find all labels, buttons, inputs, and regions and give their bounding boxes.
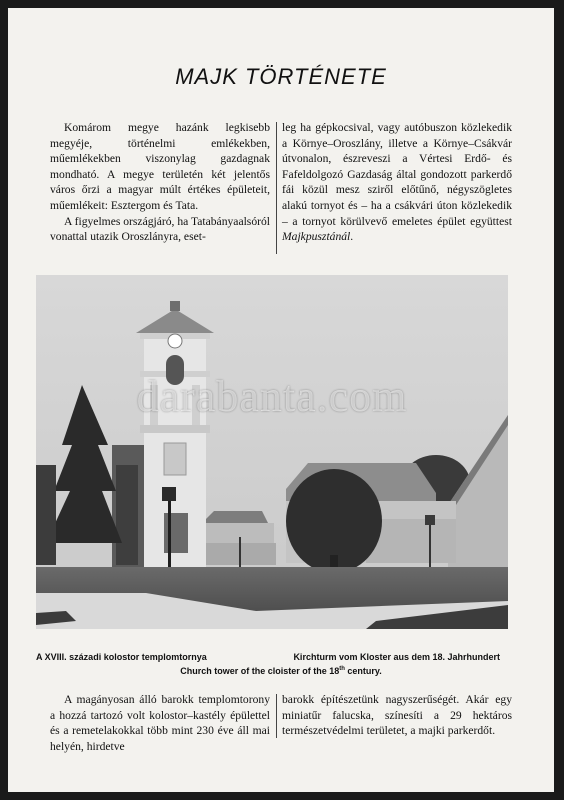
watermark-text: darabanta.com bbox=[136, 372, 408, 421]
photo-illustration bbox=[36, 275, 508, 629]
caption-english-text: Church tower of the cloister of the 18 bbox=[180, 666, 340, 676]
intro-right-column bbox=[282, 120, 512, 245]
intro-continuation bbox=[282, 120, 512, 245]
caption-german: Kirchturm vom Kloster aus dem 18. Jahrhundert bbox=[293, 652, 500, 662]
caption-english-end: century. bbox=[344, 666, 382, 676]
body-continuation: barokk építészetünk nagyszerűségét. Akár egy miniatűr falucska, színesíti a 29 hektáros természetvédelmi területet, a majki parkerdőt. bbox=[282, 693, 512, 738]
place-name: Majkpusztánál bbox=[282, 230, 351, 244]
body-left-column bbox=[50, 692, 270, 754]
caption-hungarian: A XVIII. századi kolostor templomtornya bbox=[36, 652, 207, 662]
page-title: MAJK TÖRTÉNETE bbox=[175, 64, 387, 89]
intro-paragraph-1: Komárom megye hazánk legkisebb megyéje, történelmi emlékekben, műemlékekben viszonylag gazdagnak mondható. A megye területén két jelentős város őrzi a magyar múlt értékes épületeit, műemlékeit: Esztergom és Tata. bbox=[50, 121, 270, 212]
body-paragraph-1: A magányosan álló barokk templomtorony a hozzá tartozó volt kolostor–kastély épülettel és a remetelakokkal több mint 230 éve áll mai helyén, hirdetve bbox=[50, 693, 270, 753]
church-tower-photo bbox=[36, 275, 508, 629]
caption-english bbox=[8, 666, 554, 676]
intro-continuation-text: leg ha gépkocsival, vagy autóbuszon közlekedik a Környe–Oroszlány, illetve a Környe–Csákvár útvonalon, észreveszi a Vértesi Erdő- és Fafeldolgozó Gazdaság által gondozott parkerdő fái közül mesz sziről előtűnő, négyszögletes alakú tornyot és – ha a csákvári úton közlekedik – a tornyot körülvevő emeletes épület együttest bbox=[282, 121, 512, 228]
body-right-column bbox=[282, 692, 512, 739]
intro-continuation-end: . bbox=[350, 230, 354, 244]
caption-english-ordinal: th bbox=[339, 666, 345, 672]
column-divider bbox=[276, 122, 277, 254]
intro-left-column bbox=[50, 120, 270, 245]
column-divider-2 bbox=[276, 694, 277, 738]
brochure-page bbox=[8, 8, 554, 792]
intro-paragraph-2: A figyelmes országjáró, ha Tatabányaalsóról vonattal utazik Oroszlányra, eset- bbox=[50, 214, 270, 244]
